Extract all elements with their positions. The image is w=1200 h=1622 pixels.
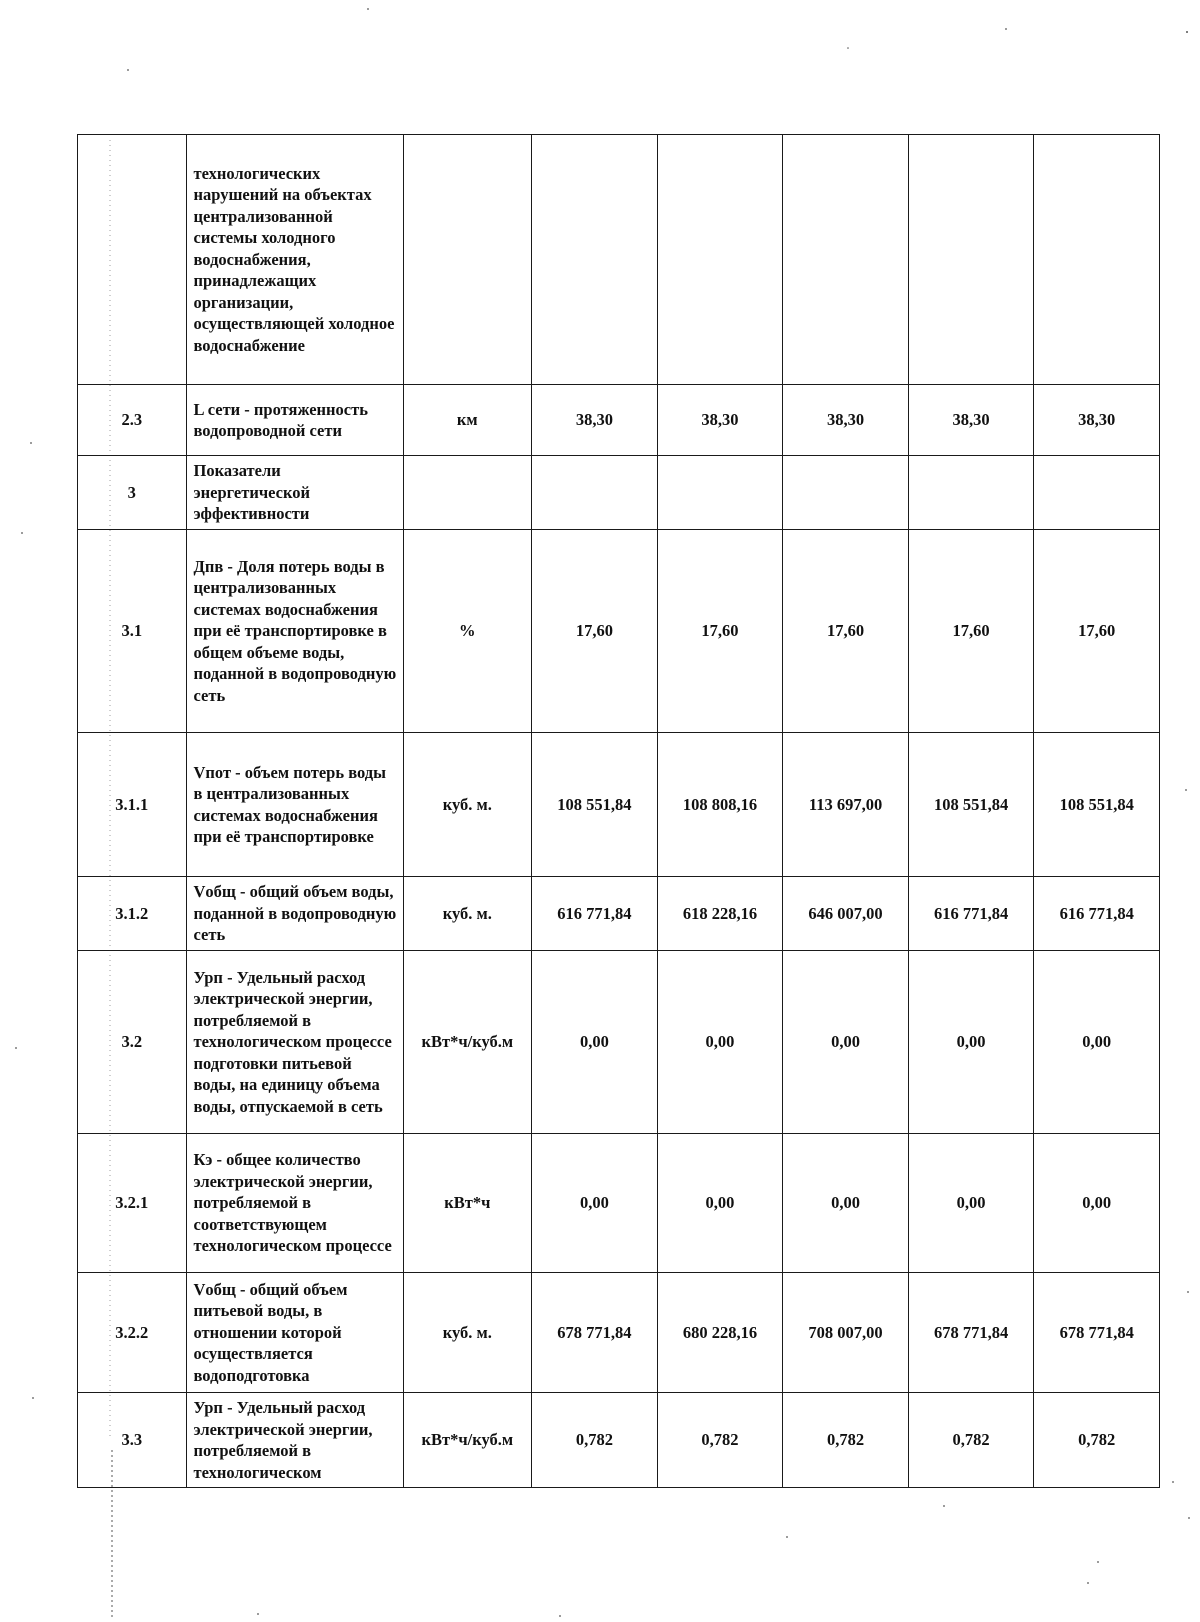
value-cell: 0,00 — [783, 951, 909, 1134]
value-cell: 113 697,00 — [783, 733, 909, 877]
value-cell — [908, 135, 1034, 385]
value-cell — [783, 456, 909, 530]
table-row — [78, 877, 1160, 951]
value-cell: 0,782 — [1034, 1393, 1160, 1488]
value-cell: 38,30 — [783, 385, 909, 456]
unit-cell — [403, 135, 532, 385]
value-cell: 17,60 — [783, 530, 909, 733]
value-cell: 678 771,84 — [908, 1273, 1034, 1393]
value-cell: 108 551,84 — [908, 733, 1034, 877]
row-number: 2.3 — [78, 385, 187, 456]
value-cell: 0,00 — [532, 1134, 658, 1273]
value-cell: 17,60 — [657, 530, 783, 733]
unit-cell: куб. м. — [403, 1273, 532, 1393]
row-number: 3.3 — [78, 1393, 187, 1488]
value-cell: 38,30 — [657, 385, 783, 456]
value-cell: 17,60 — [532, 530, 658, 733]
value-cell — [532, 456, 658, 530]
value-cell: 38,30 — [908, 385, 1034, 456]
unit-cell: кВт*ч/куб.м — [403, 1393, 532, 1488]
indicator-name: L сети - протяженность водопроводной сети — [186, 385, 403, 456]
value-cell: 678 771,84 — [1034, 1273, 1160, 1393]
indicator-name: Vобщ - общий объем питьевой воды, в отношении которой осуществляется водоподготовка — [186, 1273, 403, 1393]
value-cell: 678 771,84 — [532, 1273, 658, 1393]
value-cell: 708 007,00 — [783, 1273, 909, 1393]
unit-cell: кВт*ч — [403, 1134, 532, 1273]
value-cell: 0,00 — [657, 1134, 783, 1273]
value-cell: 0,00 — [908, 1134, 1034, 1273]
row-number: 3 — [78, 456, 187, 530]
row-number: 3.1.1 — [78, 733, 187, 877]
indicator-name: Урп - Удельный расход электрической энергии, потребляемой в технологическом — [186, 1393, 403, 1488]
table-row — [78, 1273, 1160, 1393]
value-cell: 680 228,16 — [657, 1273, 783, 1393]
value-cell: 0,00 — [657, 951, 783, 1134]
value-cell — [908, 456, 1034, 530]
table-row — [78, 1393, 1160, 1488]
value-cell: 108 551,84 — [532, 733, 658, 877]
table-row — [78, 733, 1160, 877]
value-cell: 108 808,16 — [657, 733, 783, 877]
indicator-name: Vобщ - общий объем воды, поданной в водопроводную сеть — [186, 877, 403, 951]
value-cell: 616 771,84 — [532, 877, 658, 951]
indicator-name: Урп - Удельный расход электрической энергии, потребляемой в технологическом процессе подготовки питьевой воды, на единицу объема воды, отпускаемой в сеть — [186, 951, 403, 1134]
indicators-table — [77, 134, 1160, 1488]
unit-cell: куб. м. — [403, 877, 532, 951]
unit-cell: кВт*ч/куб.м — [403, 951, 532, 1134]
value-cell — [1034, 456, 1160, 530]
value-cell: 108 551,84 — [1034, 733, 1160, 877]
value-cell — [1034, 135, 1160, 385]
value-cell: 17,60 — [908, 530, 1034, 733]
value-cell — [657, 135, 783, 385]
value-cell: 616 771,84 — [1034, 877, 1160, 951]
value-cell: 0,00 — [532, 951, 658, 1134]
value-cell: 17,60 — [1034, 530, 1160, 733]
table-row — [78, 530, 1160, 733]
row-number — [78, 135, 187, 385]
table-row — [78, 456, 1160, 530]
value-cell: 0,782 — [908, 1393, 1034, 1488]
indicator-name: Дпв - Доля потерь воды в централизованных системах водоснабжения при её транспортировке в общем объеме воды, поданной в водопроводную сеть — [186, 530, 403, 733]
value-cell — [532, 135, 658, 385]
indicator-name: Кэ - общее количество электрической энергии, потребляемой в соответствующем технологическом процессе — [186, 1134, 403, 1273]
indicator-name: Показатели энергетической эффективности — [186, 456, 403, 530]
value-cell: 0,782 — [783, 1393, 909, 1488]
indicator-name: Vпот - объем потерь воды в централизованных системах водоснабжения при её транспортировке — [186, 733, 403, 877]
value-cell: 0,782 — [657, 1393, 783, 1488]
value-cell: 0,00 — [783, 1134, 909, 1273]
value-cell: 38,30 — [1034, 385, 1160, 456]
row-number: 3.2 — [78, 951, 187, 1134]
row-number: 3.2.1 — [78, 1134, 187, 1273]
value-cell: 618 228,16 — [657, 877, 783, 951]
value-cell — [657, 456, 783, 530]
value-cell: 616 771,84 — [908, 877, 1034, 951]
value-cell — [783, 135, 909, 385]
row-number: 3.1 — [78, 530, 187, 733]
value-cell: 0,00 — [908, 951, 1034, 1134]
unit-cell: % — [403, 530, 532, 733]
value-cell: 0,00 — [1034, 951, 1160, 1134]
row-number: 3.1.2 — [78, 877, 187, 951]
unit-cell: км — [403, 385, 532, 456]
value-cell: 0,782 — [532, 1393, 658, 1488]
table-row — [78, 135, 1160, 385]
table-row — [78, 951, 1160, 1134]
value-cell: 0,00 — [1034, 1134, 1160, 1273]
value-cell: 38,30 — [532, 385, 658, 456]
unit-cell — [403, 456, 532, 530]
value-cell: 646 007,00 — [783, 877, 909, 951]
table-row — [78, 1134, 1160, 1273]
unit-cell: куб. м. — [403, 733, 532, 877]
table-row — [78, 385, 1160, 456]
indicator-name: технологических нарушений на объектах централизованной системы холодного водоснабжения, принадлежащих организации, осуществляющей холодное водоснабжение — [186, 135, 403, 385]
row-number: 3.2.2 — [78, 1273, 187, 1393]
